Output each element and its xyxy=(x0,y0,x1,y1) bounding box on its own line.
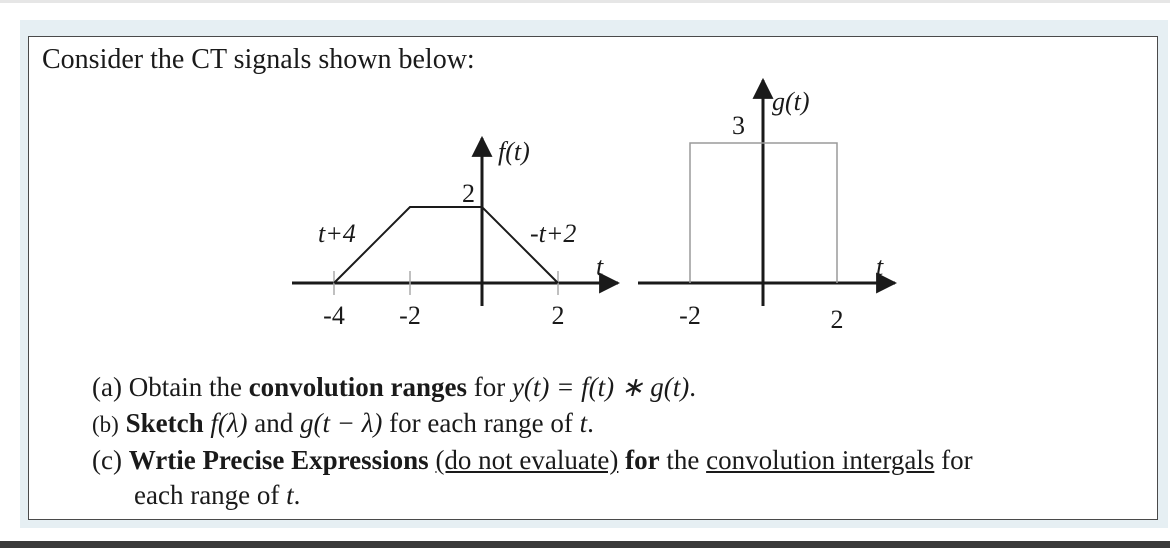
f-falling-label: -t+2 xyxy=(530,219,577,248)
question-b-end-text: for each range of xyxy=(389,408,573,438)
question-a xyxy=(92,372,696,403)
question-c-line2 xyxy=(134,480,300,511)
question-b xyxy=(92,408,594,439)
f-t-axis-label: t xyxy=(596,252,604,281)
g-tick-label: -2 xyxy=(679,301,701,330)
g-graph-label: g(t) xyxy=(772,87,810,116)
question-c-prefix: (c) xyxy=(92,445,122,475)
question-a-end: . xyxy=(689,372,696,402)
f-graph xyxy=(292,137,618,330)
f-rising-label: t+4 xyxy=(318,219,356,248)
question-c-parenthetical: (do not evaluate) xyxy=(435,445,619,475)
question-b-expression-2: g(t − λ) xyxy=(300,408,383,438)
question-b-variable: t xyxy=(579,408,588,438)
question-b-expression-1: f(λ) xyxy=(210,408,248,438)
question-c-variable: t xyxy=(286,480,294,510)
question-c-bold: Wrtie Precise Expressions xyxy=(128,445,429,475)
f-tick-label: 2 xyxy=(551,301,565,330)
f-tick-label: -2 xyxy=(399,301,421,330)
question-c-end: . xyxy=(293,480,301,510)
question-c-end-text: for xyxy=(941,445,973,475)
question-c-bold-for: for xyxy=(625,445,660,475)
question-b-bold: Sketch xyxy=(125,408,204,438)
question-a-mid: for xyxy=(473,372,506,402)
f-signal-curve xyxy=(334,207,558,283)
question-b-prefix: (b) xyxy=(92,412,119,437)
question-a-bold: convolution ranges xyxy=(248,372,467,402)
question-b-mid: and xyxy=(254,408,294,438)
g-tick-label: 2 xyxy=(830,305,844,334)
g-t-axis-label: t xyxy=(876,252,884,281)
question-a-prefix: (a) Obtain the xyxy=(92,372,242,402)
question-c-mid: the xyxy=(666,445,700,475)
f-graph-label: f(t) xyxy=(498,137,530,166)
intro-text: Consider the CT signals shown below: xyxy=(42,44,475,75)
bottom-divider xyxy=(0,541,1170,548)
f-tick-label: -4 xyxy=(323,301,345,330)
question-c-underlined: convolution intergals xyxy=(706,445,935,475)
question-a-expression: y(t) = f(t) ∗ g(t) xyxy=(511,372,690,402)
question-b-end: . xyxy=(587,408,594,438)
f-peak-label: 2 xyxy=(462,179,475,208)
question-c xyxy=(92,445,973,476)
g-graph xyxy=(638,80,895,334)
question-c-line2-text: each range of xyxy=(134,480,280,510)
g-height-label: 3 xyxy=(732,111,745,140)
